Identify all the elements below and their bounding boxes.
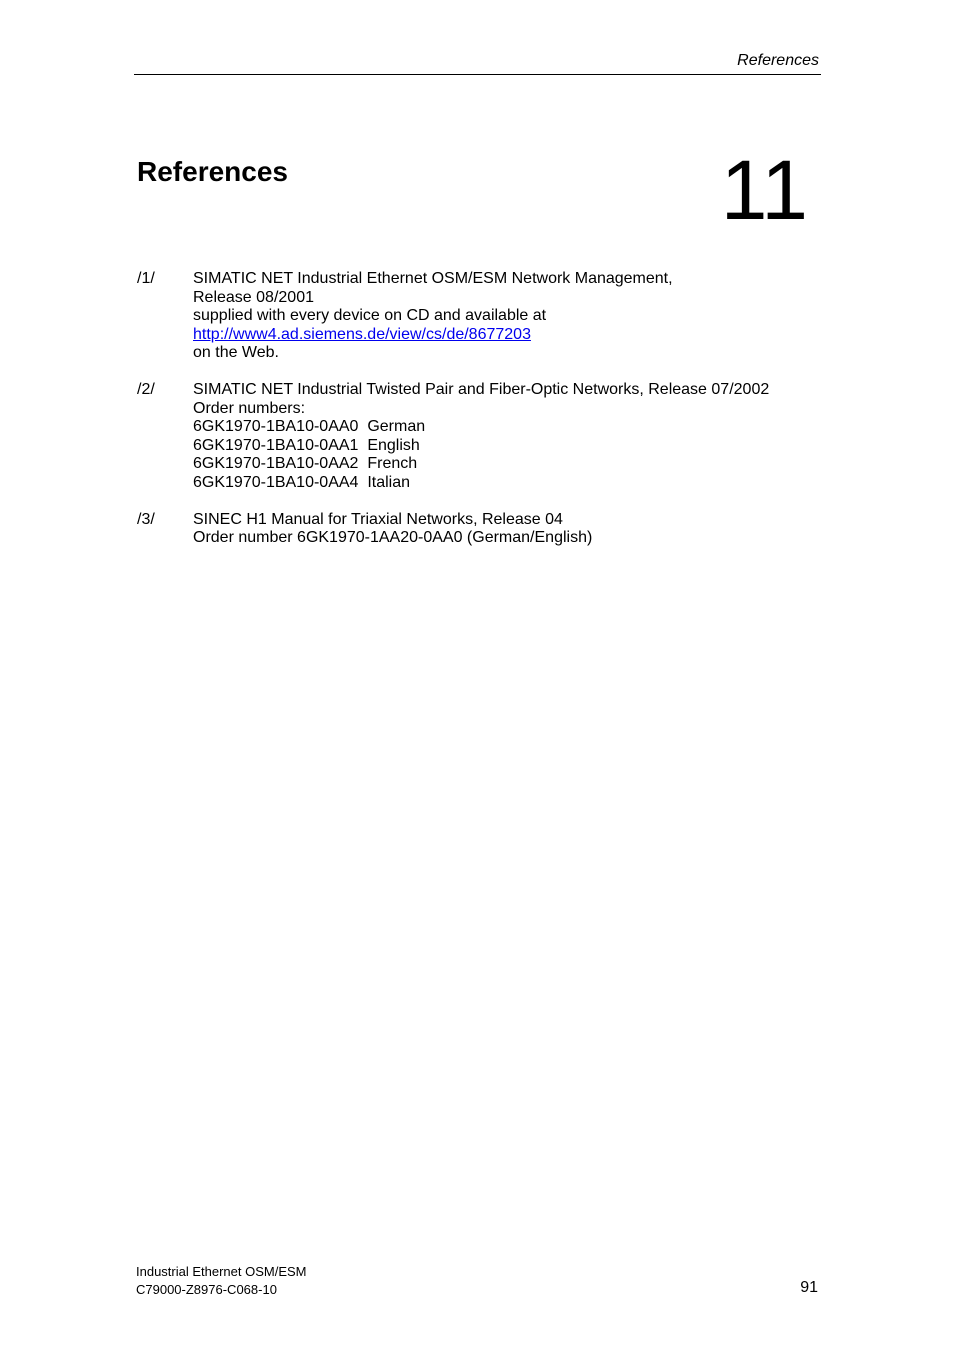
reference-list: [137, 270, 817, 566]
footer-info: [136, 1263, 307, 1299]
reference-label: /3/: [137, 510, 155, 528]
reference-line: Release 08/2001: [193, 288, 314, 306]
reference-line: Order number 6GK1970-1AA20-0AA0 (German/English): [193, 529, 593, 547]
reference-item: [137, 511, 817, 548]
reference-body: [193, 381, 817, 493]
reference-item: [137, 270, 817, 363]
chapter-number: 11: [720, 143, 808, 237]
reference-body: [193, 270, 817, 363]
chapter-title: References: [137, 156, 288, 187]
reference-line: supplied with every device on CD and available at: [193, 307, 547, 325]
running-header: References: [737, 52, 819, 69]
reference-web-link[interactable]: http://www4.ad.siemens.de/view/cs/de/8677203: [193, 325, 531, 343]
order-number-line: 6GK1970-1BA10-0AA1 English: [193, 436, 420, 454]
order-number-line: 6GK1970-1BA10-0AA2 French: [193, 455, 418, 473]
reference-body: [193, 511, 817, 548]
reference-label: /2/: [137, 380, 155, 398]
order-number-line: 6GK1970-1BA10-0AA0 German: [193, 418, 426, 436]
header-rule: [134, 74, 821, 75]
footer-doc-number: C79000-Z8976-C068-10: [136, 1282, 277, 1297]
reference-line: SIMATIC NET Industrial Twisted Pair and Fiber-Optic Networks, Release 07/2002: [193, 380, 770, 398]
reference-line: on the Web.: [193, 344, 279, 362]
reference-label: /1/: [137, 270, 155, 287]
reference-line: Order numbers:: [193, 399, 306, 417]
page-number: 91: [800, 1279, 818, 1296]
reference-item: [137, 381, 817, 493]
footer-product: Industrial Ethernet OSM/ESM: [136, 1264, 307, 1279]
reference-line: SIMATIC NET Industrial Ethernet OSM/ESM Network Management,: [193, 270, 673, 287]
order-number-line: 6GK1970-1BA10-0AA4 Italian: [193, 473, 411, 491]
reference-line: SINEC H1 Manual for Triaxial Networks, Release 04: [193, 510, 563, 528]
